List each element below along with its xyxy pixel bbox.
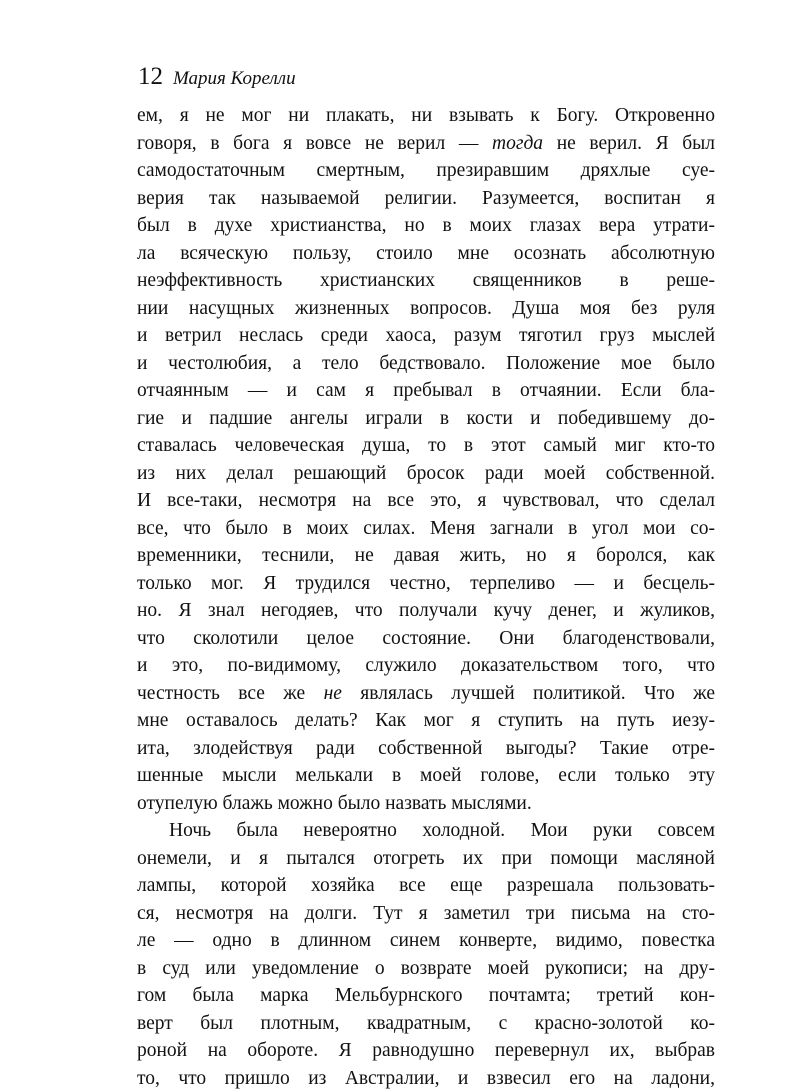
body-text <box>137 102 715 1092</box>
text-segment: только мог. Я трудился честно, терпеливо — и бесцель- <box>137 573 715 594</box>
text-line <box>137 212 715 240</box>
text-segment: но. Я знал негодяев, что получали кучу денег, и жуликов, <box>137 600 715 621</box>
text-line <box>137 350 715 378</box>
text-segment: гие и падшие ангелы играли в кости и победившему до- <box>137 408 715 429</box>
text-line <box>137 927 715 955</box>
text-segment: верт был плотным, квадратным, с красно-золотой ко- <box>137 1013 715 1034</box>
text-segment: из них делал решающий бросок ради моей собственной. <box>137 463 715 484</box>
text-line <box>137 1065 715 1092</box>
text-segment: и это, по-видимому, служило доказательством того, что <box>137 655 715 676</box>
text-line <box>137 102 715 130</box>
text-segment: нии насущных жизненных вопросов. Душа моя без руля <box>137 298 715 319</box>
text-line <box>137 707 715 735</box>
text-line <box>137 872 715 900</box>
text-line <box>137 130 715 158</box>
text-segment: Ночь была невероятно холодной. Мои руки совсем <box>169 820 715 841</box>
text-line <box>137 735 715 763</box>
text-segment: в суд или уведомление о возврате моей рукописи; на дру- <box>137 958 715 979</box>
running-header <box>138 62 296 94</box>
text-segment: то, что пришло из Австралии, и взвесил его на ладони, <box>137 1068 715 1089</box>
text-line <box>137 157 715 185</box>
text-segment: роной на обороте. Я равнодушно перевернул их, выбрав <box>137 1040 715 1061</box>
text-segment: временники, теснили, не давая жить, но я боролся, как <box>137 545 715 566</box>
text-segment: говоря, в бога я вовсе не верил — <box>137 133 492 154</box>
text-segment: онемели, и я пытался отогреть их при помощи масляной <box>137 848 715 869</box>
text-segment: неэффективность христианских священников в реше- <box>137 270 715 291</box>
text-line <box>137 240 715 268</box>
paragraph <box>137 102 715 817</box>
text-segment: был в духе христианства, но в моих глазах вера утрати- <box>137 215 715 236</box>
text-segment: и честолюбия, а тело бедствовало. Положение мое было <box>137 353 715 374</box>
text-line <box>137 817 715 845</box>
text-line <box>137 542 715 570</box>
text-line <box>137 377 715 405</box>
text-line <box>137 405 715 433</box>
text-segment: гом была марка Мельбурнского почтамта; третий кон- <box>137 985 715 1006</box>
text-line <box>137 762 715 790</box>
text-line <box>137 460 715 488</box>
text-line <box>137 570 715 598</box>
page-number: 12 <box>138 62 163 92</box>
running-title: Мария Корелли <box>173 64 296 94</box>
text-segment: мне оставалось делать? Как мог я ступить на путь иезу- <box>137 710 715 731</box>
text-segment: отупелую блажь можно было назвать мыслями. <box>137 793 532 814</box>
text-line <box>137 680 715 708</box>
text-line <box>137 267 715 295</box>
text-segment: ле — одно в длинном синем конверте, видимо, повестка <box>137 930 715 951</box>
text-line <box>137 790 715 818</box>
text-segment: ита, злодействуя ради собственной выгоды? Такие отре- <box>137 738 715 759</box>
paragraph <box>137 817 715 1092</box>
italic-text: не <box>324 683 342 704</box>
text-segment: ла всяческую пользу, стоило мне осознать абсолютную <box>137 243 715 264</box>
text-segment: ся, несмотря на долги. Тут я заметил три письма на сто- <box>137 903 715 924</box>
text-segment: ем, я не мог ни плакать, ни взывать к Богу. Откровенно <box>137 105 715 126</box>
text-line <box>137 652 715 680</box>
italic-text: тогда <box>492 133 543 154</box>
text-segment: шенные мысли мелькали в моей голове, если только эту <box>137 765 715 786</box>
text-line <box>137 185 715 213</box>
text-segment: ставалась человеческая душа, то в этот самый миг кто-то <box>137 435 715 456</box>
text-segment: что сколотили целое состояние. Они благоденствовали, <box>137 628 715 649</box>
text-line <box>137 597 715 625</box>
text-segment: все, что было в моих силах. Меня загнали в угол мои со- <box>137 518 715 539</box>
text-segment: являлась лучшей политикой. Что же <box>342 683 715 704</box>
text-segment: лампы, которой хозяйка все еще разрешала пользовать- <box>137 875 715 896</box>
text-line <box>137 845 715 873</box>
text-line <box>137 625 715 653</box>
text-line <box>137 955 715 983</box>
text-line <box>137 432 715 460</box>
text-line <box>137 487 715 515</box>
text-line <box>137 982 715 1010</box>
text-line <box>137 322 715 350</box>
text-segment: не верил. Я был <box>543 133 715 154</box>
text-line <box>137 515 715 543</box>
text-line <box>137 900 715 928</box>
text-line <box>137 1010 715 1038</box>
text-line <box>137 295 715 323</box>
text-line <box>137 1037 715 1065</box>
text-segment: честность все же <box>137 683 324 704</box>
text-segment: отчаянным — и сам я пребывал в отчаянии. Если бла- <box>137 380 715 401</box>
text-segment: самодостаточным смертным, презиравшим дряхлые суе- <box>137 160 715 181</box>
text-segment: И все-таки, несмотря на все это, я чувствовал, что сделал <box>137 490 715 511</box>
text-segment: верия так называемой религии. Разумеется, воспитан я <box>137 188 715 209</box>
text-segment: и ветрил неслась среди хаоса, разум тяготил груз мыслей <box>137 325 715 346</box>
